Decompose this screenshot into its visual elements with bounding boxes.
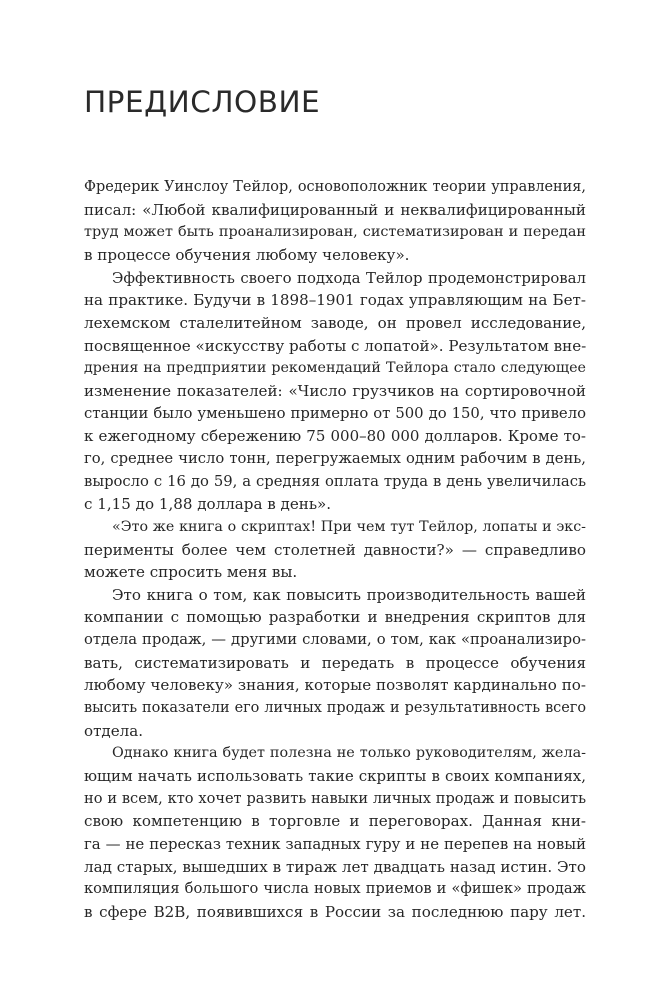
text-line: в процессе обучения любому человеку». — [84, 245, 410, 264]
text-line: изменение показателей: «Число грузчиков на сортировочной — [84, 381, 586, 400]
paragraph-1 — [84, 176, 586, 267]
text-line: любому человеку» знания, которые позволят кардинально по- — [84, 676, 586, 695]
text-line: Эффективность своего подхода Тейлор продемонстрировал — [112, 268, 586, 287]
text-line: труд может быть проанализирован, систематизирован и передан — [84, 224, 586, 241]
text-line: отдела. — [84, 721, 144, 740]
text-line: ющим начать использовать такие скрипты в своих компаниях, — [84, 767, 586, 786]
paragraph-3 — [84, 516, 586, 584]
text-line: станции было уменьшено примерно от 500 до 150, что привело — [84, 404, 586, 422]
text-line: высить показатели его личных продаж и результативность всего — [84, 700, 586, 717]
text-line: на практике. Будучи в 1898–1901 годах управляющим на Бет- — [84, 291, 586, 310]
paragraph-4 — [84, 584, 586, 743]
text-line: компиляция большого числа новых приемов и «фишек» продаж — [84, 880, 586, 898]
text-line: га — не пересказ техник западных гуру и не перепев на новый — [84, 835, 586, 854]
paragraph-2 — [84, 267, 586, 516]
text-line: Это книга о том, как повысить производительность вашей — [112, 585, 586, 604]
text-line: писал: «Любой квалифицированный и неквалифицированный — [84, 200, 586, 219]
text-line: перименты более чем столетней давности?» — справедливо — [84, 540, 586, 559]
text-line: дрения на предприятии рекомендаций Тейлора стало следующее — [84, 360, 586, 377]
text-line: го, среднее число тонн, перегружаемых одним рабочим в день, — [84, 449, 586, 467]
chapter-heading: ПРЕДИСЛОВИЕ — [84, 85, 321, 119]
text-line: отдела продаж, — другими словами, о том, как «проанализиро- — [84, 631, 586, 649]
text-line: в сфере B2B, появившихся в России за последнюю пару лет. — [84, 903, 586, 921]
text-line: с 1,15 до 1,88 доллара в день». — [84, 495, 332, 514]
text-line: вать, систематизировать и передать в процессе обучения — [84, 653, 586, 672]
text-line: но и всем, кто хочет развить навыки личных продаж и повысить — [84, 789, 586, 807]
text-line: компании с помощью разработки и внедрения скриптов для — [84, 608, 586, 627]
text-line: выросло с 16 до 59, а средняя оплата труда в день увеличилась — [84, 472, 586, 490]
text-line: к ежегодному сбережению 75 000–80 000 долларов. Кроме то- — [84, 427, 586, 446]
text-line: Однако книга будет полезна не только руководителям, жела- — [112, 745, 586, 762]
text-line: свою компетенцию в торговле и переговорах. Данная кни- — [84, 812, 586, 831]
text-line: «Это же книга о скриптах! При чем тут Тейлор, лопаты и экс- — [112, 518, 586, 535]
text-line: лехемском сталелитейном заводе, он провел исследование, — [84, 313, 586, 332]
text-line: лад старых, вышедших в тираж лет двадцать назад истин. Это — [84, 857, 586, 876]
body-text — [84, 176, 586, 924]
paragraph-5 — [84, 742, 586, 923]
text-line: посвященное «искусству работы с лопатой». Результатом вне- — [84, 336, 587, 355]
text-line: можете спросить меня вы. — [84, 563, 298, 582]
text-line: Фредерик Уинслоу Тейлор, основоположник теории управления, — [84, 179, 586, 195]
